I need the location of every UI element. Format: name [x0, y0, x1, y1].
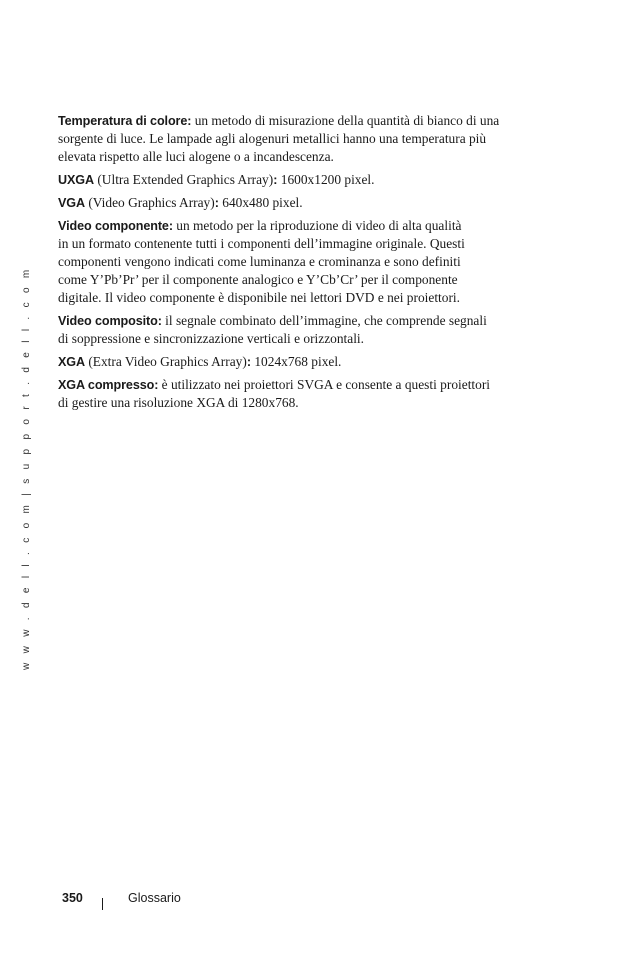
- glossary-entry: [58, 353, 558, 371]
- definition-text: come Y’Pb’Pr’ per il componente analogico e Y’Cb’Cr’ per il componente: [58, 272, 458, 287]
- definition-text: 640x480 pixel.: [218, 195, 303, 210]
- definition-text: un metodo di misurazione della quantità di bianco di una: [191, 113, 500, 128]
- glossary-term: UXGA: [58, 173, 94, 187]
- glossary-entry: [58, 376, 558, 412]
- term-expansion: (Ultra Extended Graphics Array): [94, 172, 274, 187]
- glossary-term: XGA compresso:: [58, 378, 159, 392]
- entry-line: [58, 112, 558, 130]
- definition-text: di gestire una risoluzione XGA di 1280x768.: [58, 395, 299, 410]
- section-title: Glossario: [128, 891, 181, 905]
- footer-divider: [102, 898, 103, 910]
- entry-line: [58, 171, 558, 189]
- glossary-entry: [58, 194, 558, 212]
- term-colon: :: [246, 355, 252, 369]
- glossary-entries: [58, 112, 558, 417]
- page-number: 350: [62, 891, 83, 905]
- glossary-entry: [58, 312, 558, 348]
- definition-text: sorgente di luce. Le lampade agli alogenuri metallici hanno una temperatura più: [58, 131, 487, 146]
- glossary-entry: [58, 217, 558, 307]
- definition-text: 1600x1200 pixel.: [277, 172, 375, 187]
- glossary-entry: [58, 171, 558, 189]
- glossary-term: Temperatura di colore:: [58, 114, 192, 128]
- glossary-entry: [58, 112, 558, 166]
- glossary-term: VGA: [58, 196, 85, 210]
- entry-line: [58, 312, 558, 330]
- definition-text: un metodo per la riproduzione di video di alta qualità: [172, 218, 462, 233]
- entry-line: [58, 217, 558, 235]
- term-colon: :: [214, 196, 219, 210]
- entry-line: [58, 194, 558, 212]
- definition-text: in un formato contenente tutti i componenti dell’immagine originale. Questi: [58, 236, 465, 251]
- definition-text: digitale. Il video componente è disponibile nei lettori DVD e nei proiettori.: [58, 290, 460, 305]
- definition-text: è utilizzato nei proiettori SVGA e consente a questi proiettori: [158, 377, 491, 392]
- side-url: w w w . d e l l . c o m | s u p p o r t . d e l l . c o m: [21, 266, 32, 670]
- glossary-term: XGA: [58, 355, 85, 369]
- definition-text: elevata rispetto alle luci alogene o a incandescenza.: [58, 149, 334, 164]
- definition-text: 1024x768 pixel.: [251, 354, 342, 369]
- entry-line: [58, 353, 558, 371]
- glossary-term: Video composito:: [58, 314, 162, 328]
- term-colon: :: [273, 173, 278, 187]
- definition-text: il segnale combinato dell’immagine, che comprende segnali: [161, 313, 487, 328]
- definition-text: componenti vengono indicati come luminanza e crominanza e sono definiti: [58, 254, 461, 269]
- entry-line: [58, 376, 558, 394]
- definition-text: di soppressione e sincronizzazione verticali e orizzontali.: [58, 331, 365, 346]
- glossary-term: Video componente:: [58, 219, 173, 233]
- term-expansion: (Extra Video Graphics Array): [85, 354, 247, 369]
- term-expansion: (Video Graphics Array): [85, 195, 215, 210]
